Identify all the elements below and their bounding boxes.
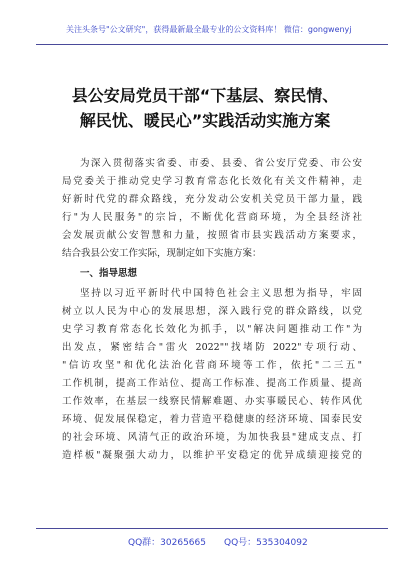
section1-line: 的社会环境、风清气正的政治环境，为加快我县"建成支点、打 [62, 432, 362, 443]
footer-qq-group: QQ群：30265665 [128, 538, 206, 548]
intro-line: 好新时代党的群众路线，充分发动公安机关党员干部力量，践 [62, 194, 362, 205]
section1-line: 造样板"凝聚强大动力，以维护平安稳定的优异成绩迎接党的 [62, 450, 362, 461]
section1-line: 环境、促发展保稳定，着力营造平稳健康的经济环境、国泰民安 [62, 414, 362, 425]
footer-divider [36, 528, 388, 529]
title-line-2: 解民忧、暖民心”实践活动实施方案 [79, 111, 331, 130]
section1-line: 出发点，紧密结合"雷火 2022""找堵防 2022"专项行动、 [62, 342, 362, 353]
header-divider [36, 44, 388, 45]
section1-line: 史学习教育常态化长效化为抓手，以"解决问题推动工作"为 [62, 324, 362, 335]
header-promo-note: 关注头条号"公文研究"，获得最新最全最专业的公文资料库！ 微信：gongwenyj [66, 25, 352, 34]
intro-line: 为深入贯彻落实省委、市委、县委、省公安厅党委、市公安 [80, 158, 362, 169]
footer-qq-number: QQ号：535304092 [224, 538, 308, 548]
intro-line: 会发展贡献公安智慧和力量，按照省市县实践活动方案要求， [62, 230, 362, 241]
document-title [40, 83, 370, 133]
section1-line: 工作机制，提高工作站位、提高工作标准、提高工作质量、提高 [62, 378, 362, 389]
intro-line: 行"为人民服务"的宗旨，不断优化营商环境，为全县经济社 [62, 212, 362, 223]
section1-line: 树立以人民为中心的发展思想，深入践行党的群众路线，以党 [62, 306, 362, 317]
title-line-1: 县公安局党员干部“下基层、察民情、 [71, 86, 339, 105]
section-heading-guiding-ideology: 一、指导思想 [80, 268, 138, 279]
section1-line: 工作效率，在基层一线察民情解难题、办实事暖民心、转作风优 [62, 396, 362, 407]
intro-line: 结合我县公安工作实际，现制定如下实施方案： [62, 248, 262, 259]
section1-line: "信访攻坚"和优化法治化营商环境等工作，依托"二三五" [62, 360, 362, 371]
section1-line: 坚持以习近平新时代中国特色社会主义思想为指导，牢固 [80, 288, 362, 299]
intro-line: 局党委关于推动党史学习教育常态化长效化有关文件精神，走 [62, 176, 362, 187]
